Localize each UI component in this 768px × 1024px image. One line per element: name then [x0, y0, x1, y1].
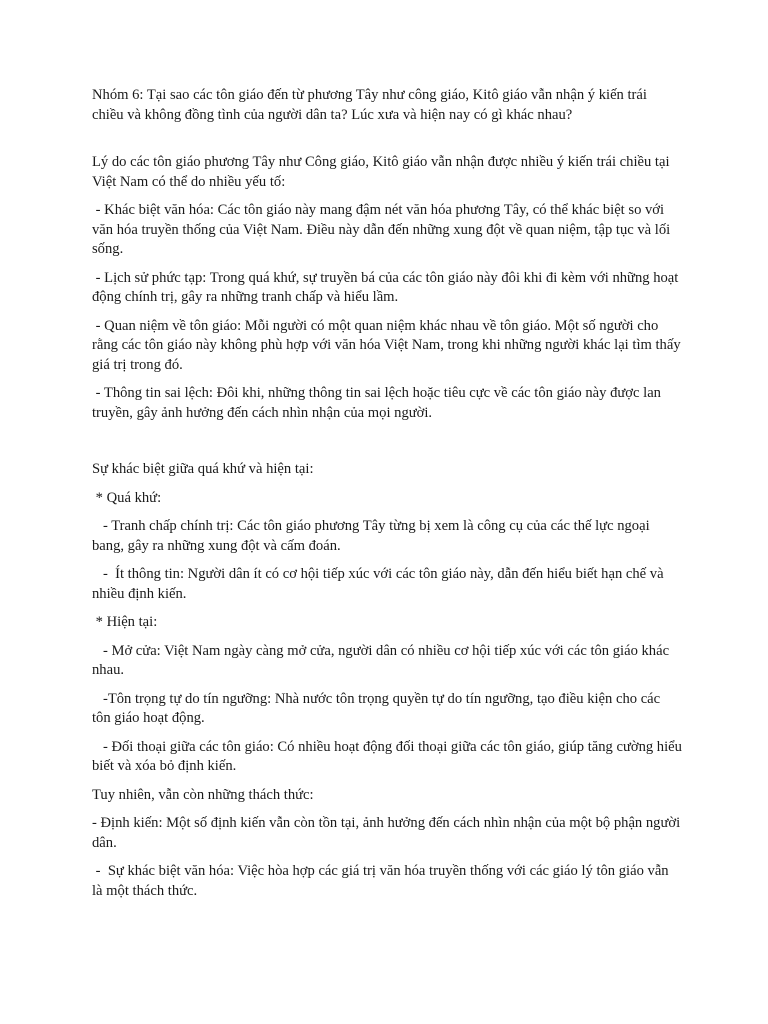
challenge-item: - Định kiến: Một số định kiến vẫn còn tồn tại, ảnh hưởng đến cách nhìn nhận của một bộ phận người dân. — [92, 815, 684, 851]
reason-item: - Lịch sử phức tạp: Trong quá khứ, sự truyền bá của các tôn giáo này đôi khi đi kèm với những hoạt động chính trị, gây ra những tranh chấp và hiểu lầm. — [92, 269, 682, 305]
reason-item: - Thông tin sai lệch: Đôi khi, những thông tin sai lệch hoặc tiêu cực về các tôn giáo này được lan truyền, gây ảnh hưởng đến cách nhìn nhận của mọi người. — [92, 385, 665, 421]
intro-paragraph: Lý do các tôn giáo phương Tây như Công giáo, Kitô giáo vẫn nhận được nhiều ý kiến trái chiều tại Việt Nam có thể do nhiều yếu tố: — [92, 154, 673, 190]
present-item: - Đối thoại giữa các tôn giáo: Có nhiều hoạt động đối thoại giữa các tôn giáo, giúp tăng cường hiểu biết và xóa bỏ định kiến. — [92, 738, 686, 774]
present-item: -Tôn trọng tự do tín ngưỡng: Nhà nước tôn trọng quyền tự do tín ngưỡng, tạo điều kiện cho các tôn giáo hoạt động. — [92, 690, 664, 726]
challenges-heading: Tuy nhiên, vẫn còn những thách thức: — [92, 786, 314, 803]
challenge-item: - Sự khác biệt văn hóa: Việc hòa hợp các giá trị văn hóa truyền thống với các giáo lý tôn giáo vẫn là một thách thức. — [92, 863, 673, 899]
reason-item: - Quan niệm về tôn giáo: Mỗi người có một quan niệm khác nhau về tôn giáo. Một số người cho rằng các tôn giáo này không phù hợp với văn hóa Việt Nam, trong khi những người khác lại tìm thấy giá trị trong đó. — [92, 317, 685, 373]
reason-item: - Khác biệt văn hóa: Các tôn giáo này mang đậm nét văn hóa phương Tây, có thể khác biệt so với văn hóa truyền thống của Việt Nam. Điều này dẫn đến những xung đột về quan niệm, tập tục và lối sống. — [92, 202, 674, 257]
present-heading: * Hiện tại: — [92, 614, 158, 630]
past-item: - Ít thông tin: Người dân ít có cơ hội tiếp xúc với các tôn giáo này, dẫn đến hiểu biết hạn chế và nhiều định kiến. — [92, 566, 668, 602]
difference-heading: Sự khác biệt giữa quá khứ và hiện tại: — [92, 461, 314, 477]
present-item: - Mở cửa: Việt Nam ngày càng mở cửa, người dân có nhiều cơ hội tiếp xúc với các tôn giáo khác nhau. — [92, 642, 673, 678]
document-body — [92, 86, 686, 910]
question-paragraph: Nhóm 6: Tại sao các tôn giáo đến từ phương Tây như công giáo, Kitô giáo vẫn nhận ý kiến trái chiều và không đồng tình của người dân ta? Lúc xưa và hiện nay có gì khác nhau? — [92, 87, 651, 123]
past-item: - Tranh chấp chính trị: Các tôn giáo phương Tây từng bị xem là công cụ của các thế lực ngoại bang, gây ra những xung đột và cấm đoán. — [92, 518, 654, 554]
past-heading: * Quá khứ: — [92, 489, 162, 506]
